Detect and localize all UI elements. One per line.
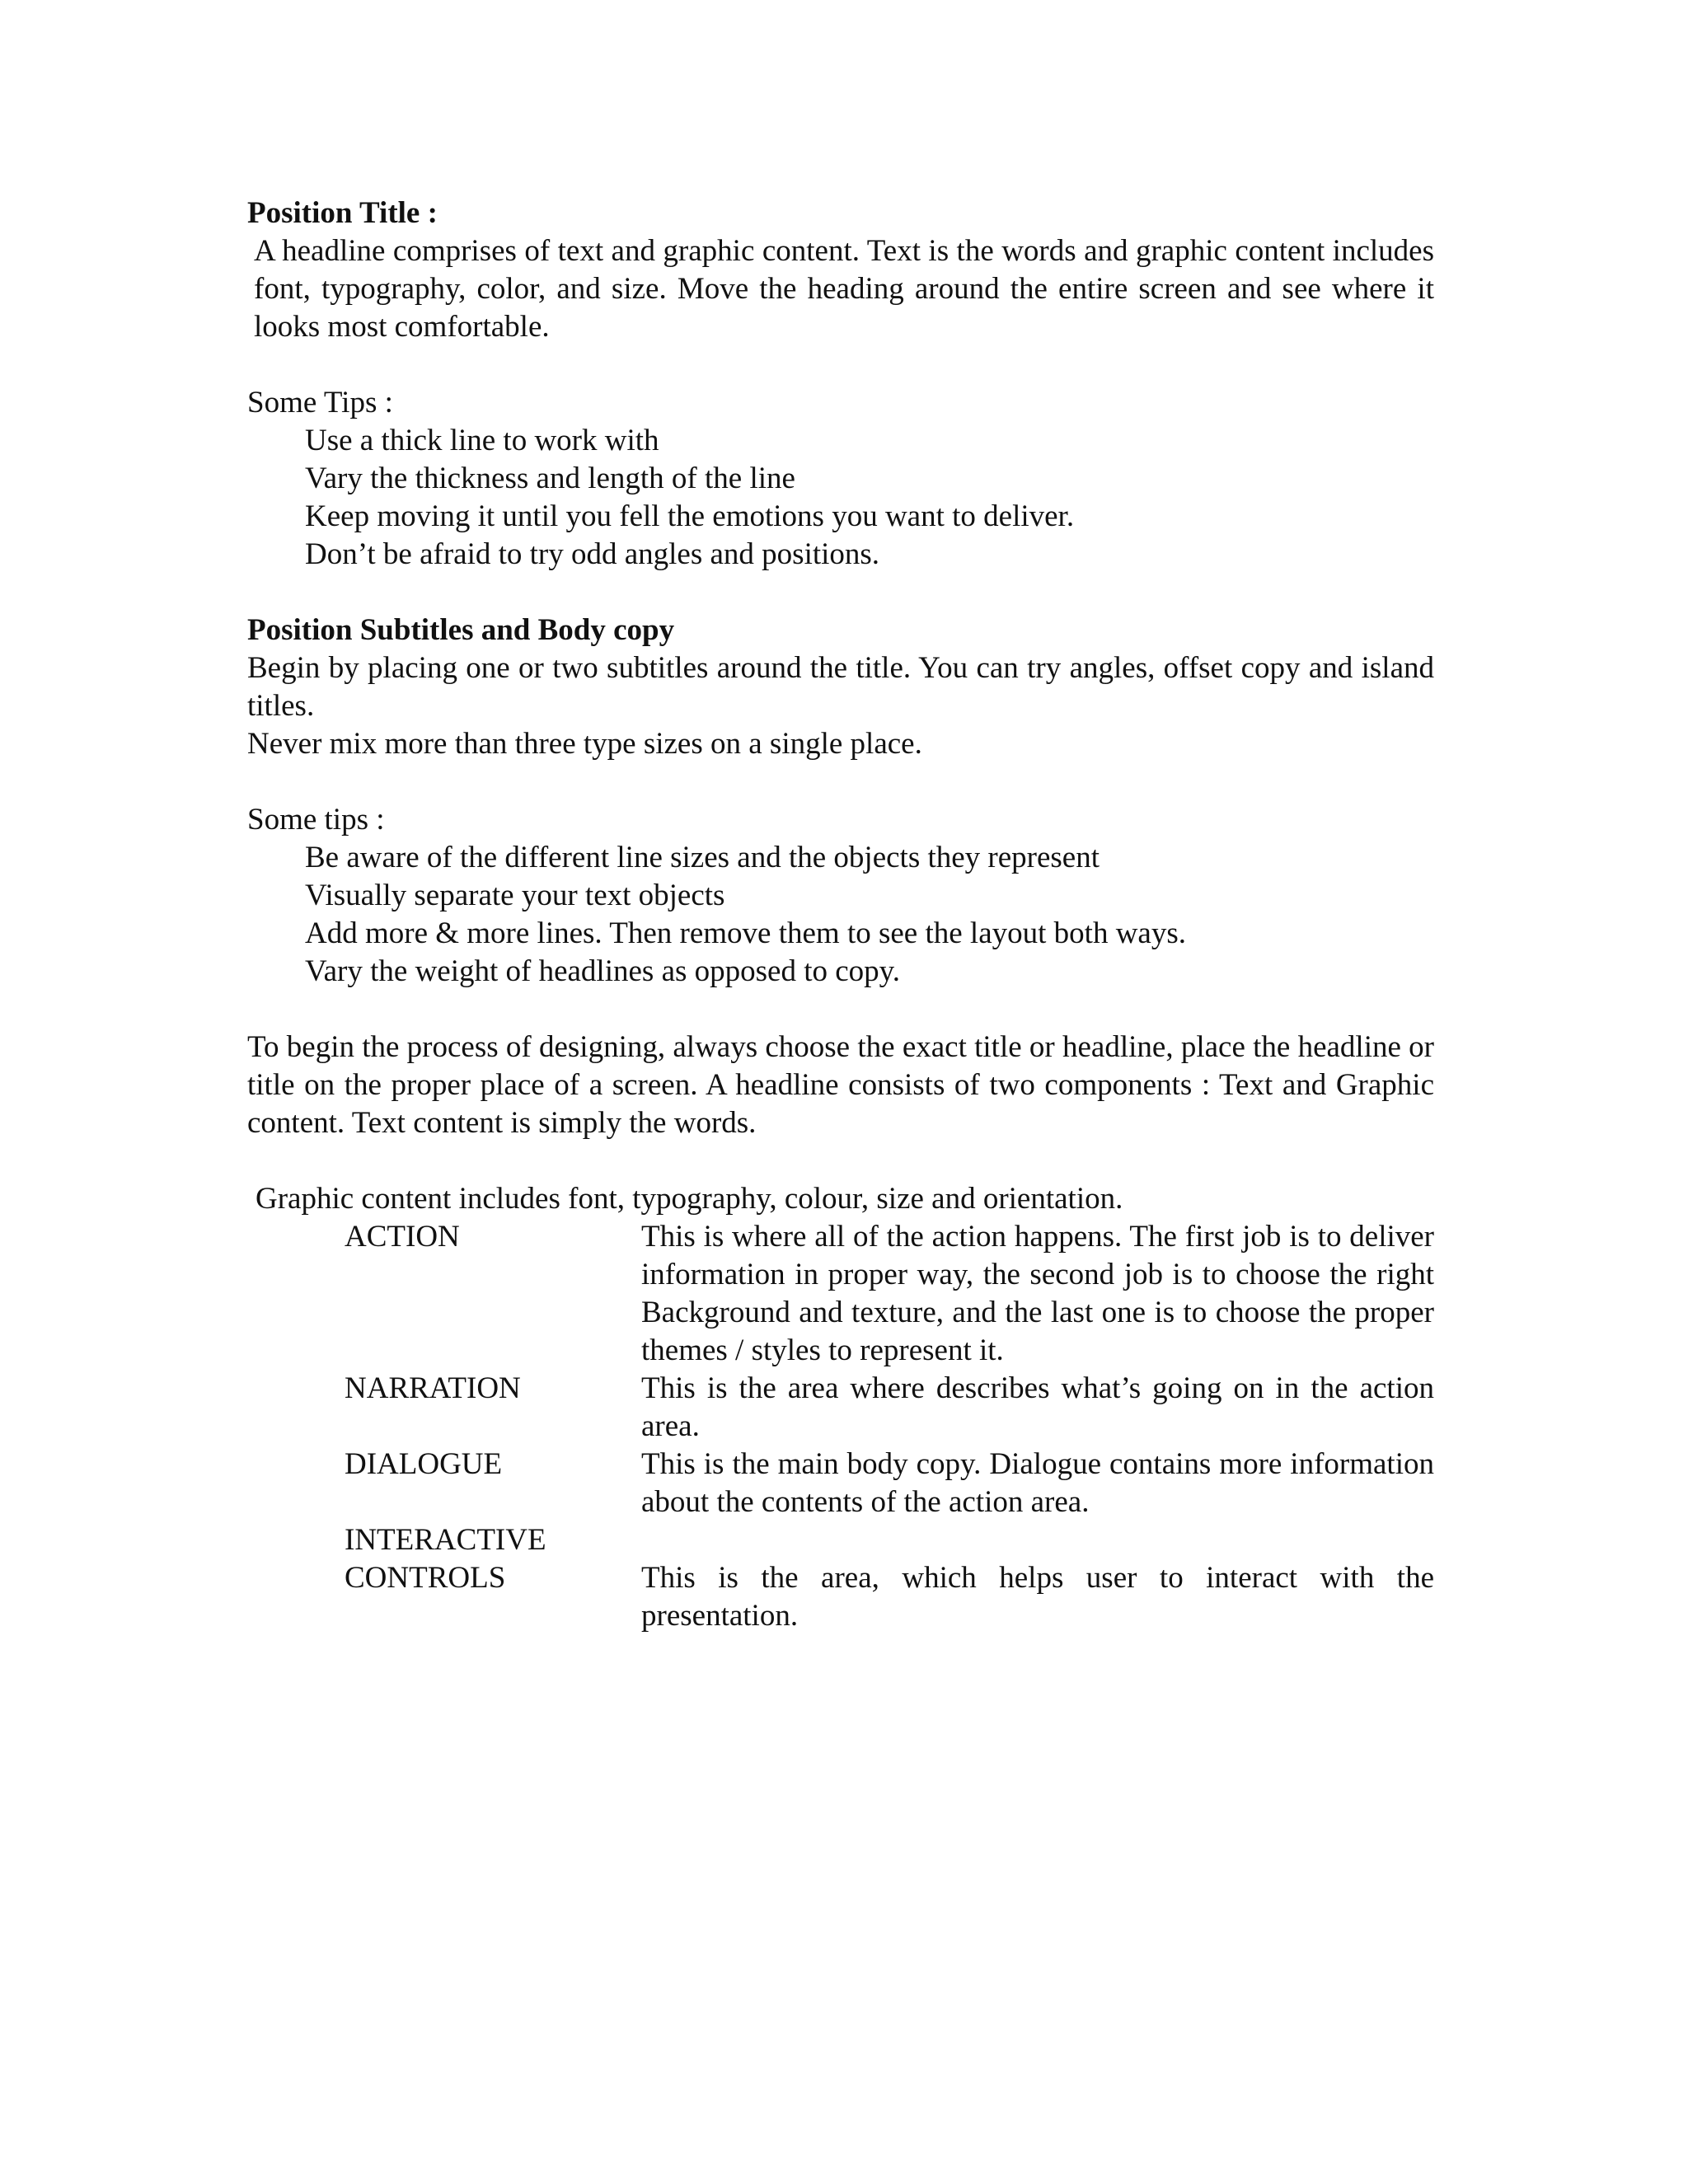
graphic-content-intro: Graphic content includes font, typography, colour, size and orientation.	[256, 1182, 1123, 1216]
definition-description: This is the main body copy. Dialogue contains more information about the contents of the action area.	[641, 1447, 1434, 1519]
tip-item: Keep moving it until you fell the emotions you want to deliver.	[305, 499, 1075, 533]
definition-description: This is where all of the action happens. The first job is to deliver information in proper way, the second job is to choose the right Background and texture, and the last one is to choose the proper themes / styles to represent it.	[641, 1220, 1434, 1367]
definition-description: This is the area where describes what’s going on in the action area.	[641, 1371, 1434, 1443]
subtitles-note: Never mix more than three type sizes on a single place.	[247, 727, 922, 761]
tip-item: Add more & more lines. Then remove them to see the layout both ways.	[305, 916, 1186, 950]
definition-row	[345, 1559, 1434, 1635]
tips-list	[247, 839, 1434, 991]
tip-item: Visually separate your text objects	[305, 879, 725, 912]
spacer	[247, 1142, 1434, 1180]
design-process-paragraph: To begin the process of designing, always choose the exact title or headline, place the headline or title on the proper place of a screen. A headline consists of two components : Text and Graphic content. Text content is simply the words.	[247, 1030, 1434, 1140]
tip-item: Use a thick line to work with	[305, 424, 659, 457]
definition-row	[345, 1446, 1434, 1521]
tips-label: Some Tips :	[247, 386, 393, 419]
definition-term: INTERACTIVE	[345, 1523, 546, 1557]
definition-list	[247, 1218, 1434, 1635]
definition-row	[345, 1218, 1434, 1370]
spacer	[247, 346, 1434, 384]
definition-row	[345, 1521, 1434, 1559]
document-body	[247, 194, 1434, 1635]
position-title-paragraph: A headline comprises of text and graphic content. Text is the words and graphic content includes font, typography, color, and size. Move the heading around the entire screen and see where it looks most comfortable.	[254, 234, 1434, 344]
definition-term: CONTROLS	[345, 1561, 506, 1595]
position-title-heading: Position Title :	[247, 196, 438, 230]
subtitles-paragraph: Begin by placing one or two subtitles around the title. You can try angles, offset copy and island titles.	[247, 651, 1434, 723]
definition-term: NARRATION	[345, 1371, 521, 1405]
tips-list	[247, 422, 1434, 574]
spacer	[247, 574, 1434, 612]
definition-term: DIALOGUE	[345, 1447, 503, 1481]
definition-description: This is the area, which helps user to interact with the presentation.	[641, 1561, 1434, 1633]
tip-item: Vary the weight of headlines as opposed to copy.	[305, 954, 901, 988]
tips-label: Some tips :	[247, 803, 385, 837]
tip-item: Don’t be afraid to try odd angles and positions.	[305, 537, 880, 571]
spacer	[247, 763, 1434, 801]
subtitles-heading: Position Subtitles and Body copy	[247, 613, 675, 647]
definition-term: ACTION	[345, 1220, 460, 1254]
spacer	[247, 991, 1434, 1029]
tip-item: Be aware of the different line sizes and the objects they represent	[305, 841, 1100, 874]
definition-row	[345, 1370, 1434, 1446]
tip-item: Vary the thickness and length of the line	[305, 462, 795, 495]
